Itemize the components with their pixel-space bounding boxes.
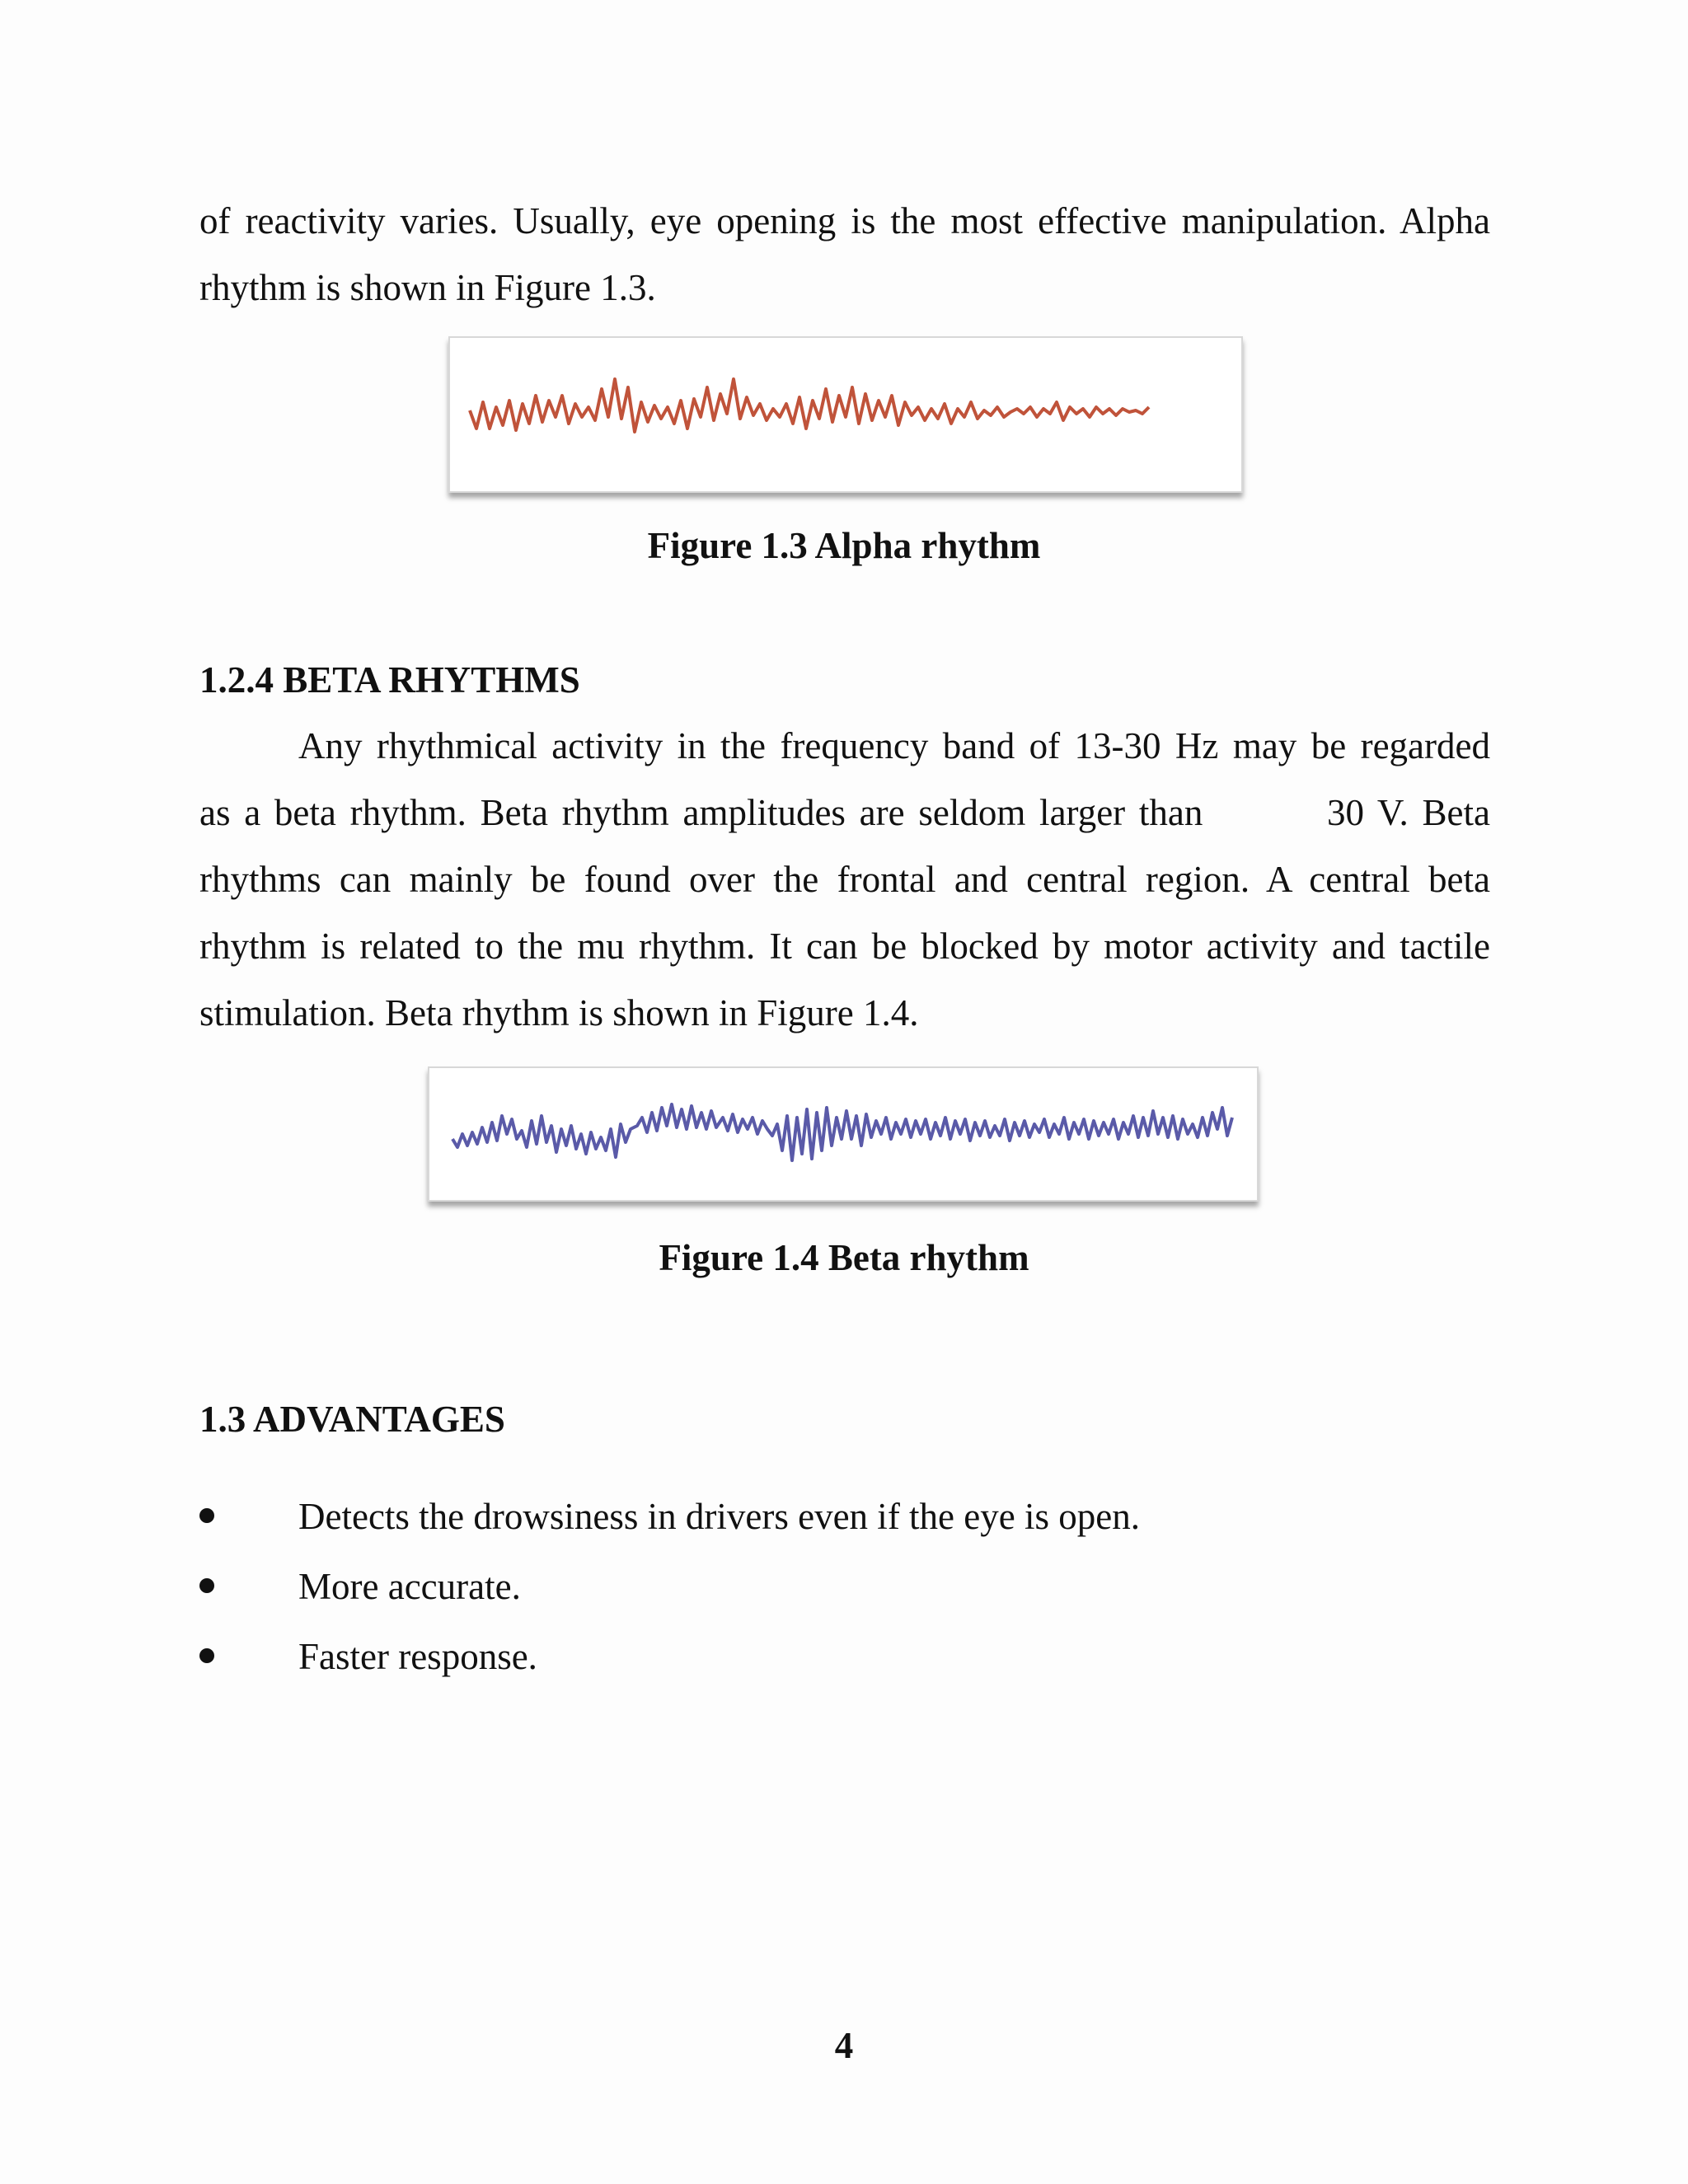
advantages-heading: 1.3 ADVANTAGES xyxy=(199,1399,505,1440)
beta-rhythm-figure xyxy=(428,1066,1259,1202)
beta-rhythm-waveform xyxy=(429,1068,1257,1200)
beta-paragraph-line-1: Any rhythmical activity in the frequency band of 13-30 Hz may be regarded xyxy=(298,725,1490,766)
figure-1-4-caption: Figure 1.4 Beta rhythm xyxy=(659,1237,1029,1278)
beta-rhythms-heading: 1.2.4 BETA RHYTHMS xyxy=(199,659,580,701)
bullet-icon xyxy=(199,1578,214,1593)
beta-paragraph-line-5: stimulation. Beta rhythm is shown in Figure 1.4. xyxy=(199,992,919,1033)
beta-paragraph-line-4: rhythm is related to the mu rhythm. It can be blocked by motor activity and tactile xyxy=(199,926,1490,967)
intro-paragraph-line-2: rhythm is shown in Figure 1.3. xyxy=(199,267,656,308)
beta-paragraph-line-2: as a beta rhythm. Beta rhythm amplitudes are seldom larger than 30 V. Beta xyxy=(199,792,1490,833)
bullet-icon xyxy=(199,1648,214,1663)
intro-paragraph-line-1: of reactivity varies. Usually, eye opening is the most effective manipulation. Alpha xyxy=(199,200,1490,241)
list-item-text: More accurate. xyxy=(298,1566,521,1607)
alpha-rhythm-waveform xyxy=(450,338,1241,491)
beta-paragraph-line-3: rhythms can mainly be found over the frontal and central region. A central beta xyxy=(199,859,1490,900)
alpha-rhythm-figure xyxy=(448,336,1243,493)
figure-1-3-caption: Figure 1.3 Alpha rhythm xyxy=(647,525,1041,566)
bullet-icon xyxy=(199,1508,214,1523)
list-item-text: Detects the drowsiness in drivers even if the eye is open. xyxy=(298,1496,1140,1537)
list-item-text: Faster response. xyxy=(298,1636,537,1677)
page-number: 4 xyxy=(834,2025,854,2066)
